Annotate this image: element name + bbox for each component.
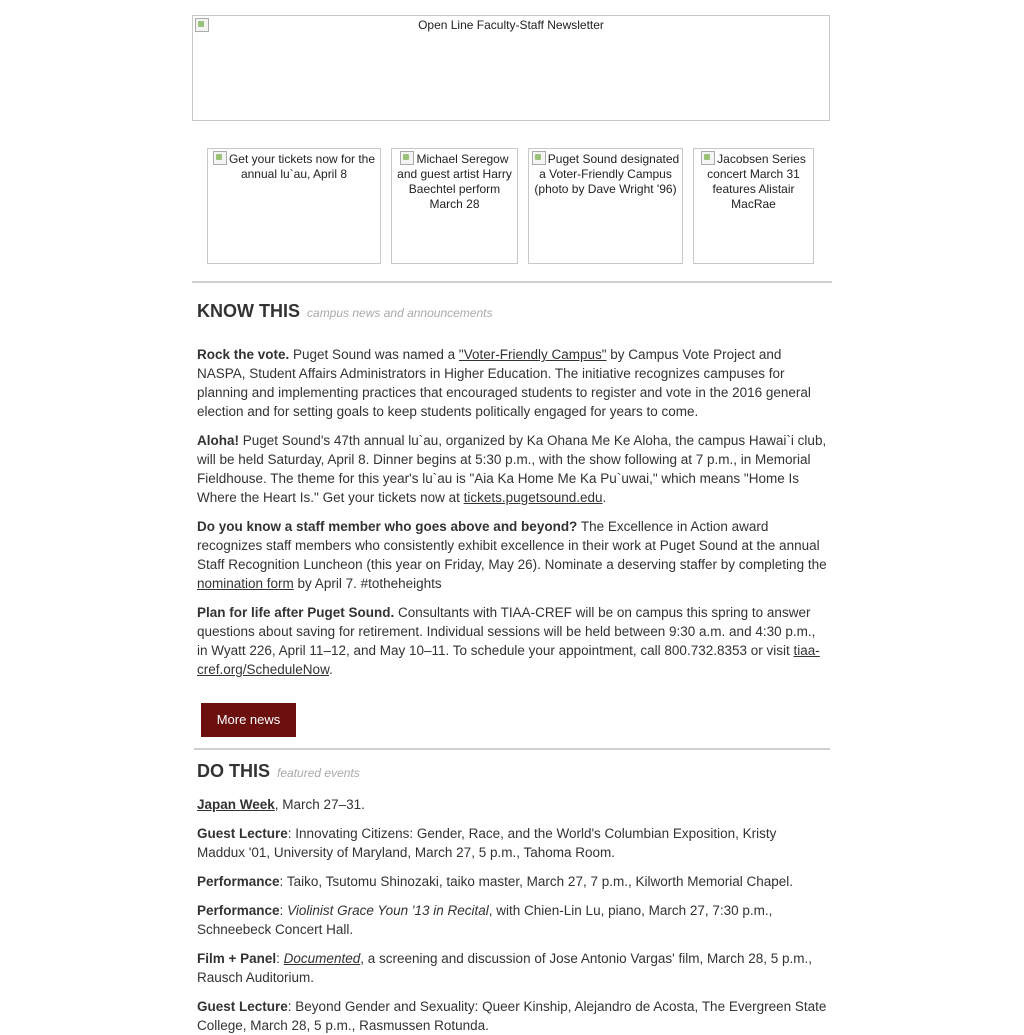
event-text: , with Chien-Lin Lu, piano, March 27, 7:30 p.m., Schneebeck Concert Hall. [197,903,773,937]
thumb-alt-text: Michael Seregow and guest artist Harry Baechtel perform March 28 [397,152,512,211]
thumb-alt-text: Get your tickets now for the annual lu`au, April 8 [228,152,376,181]
event-item [197,901,827,939]
know-this-heading [197,301,492,322]
thumb-luau[interactable] [207,148,381,264]
news-text: . [602,490,607,505]
news-lead: Rock the vote. [197,347,290,362]
event-text: Innovating Citizens: Gender, Race, and the World's Columbian Exposition, Kristy Maddux '01, University of Maryland, March 27, 5 p.m., Tahoma Room. [197,826,777,860]
broken-image-icon [532,151,546,165]
event-lead: Film + Panel [197,951,277,966]
event-item [197,949,827,987]
news-text: by Campus Vote Project and NASPA, Student Affairs Administrators in Higher Education. The initiative recognizes campuses for planning and implementing practices that encouraged students to register and vote in the 2016 general election and for setting goals to keep students politically engaged for years to come. [197,347,811,419]
thumb-voter-friendly[interactable] [528,148,683,264]
newsletter-banner-image [192,15,830,121]
tiaa-cref-link[interactable]: tiaa-cref.org/ScheduleNow [197,643,820,677]
event-sep: : [276,951,284,966]
event-lead: Performance [197,903,280,918]
thumb-alt-text: Puget Sound designated a Voter-Friendly Campus (photo by Dave Wright '96) [534,152,680,196]
event-sep: : [287,826,296,841]
thumb-alt-text: Jacobsen Series concert March 31 features Alistair MacRae [707,152,806,211]
section-divider [194,748,830,750]
do-this-heading [197,761,360,782]
event-item [197,872,827,891]
news-text: Consultants with TIAA-CREF will be on campus this spring to answer questions about saving for retirement. Individual sessions will be held between 9:30 a.m. and 4:30 p.m., in Wyatt 226, April 11–12, and May 10–11. To schedule your appointment, call 800.732.8353 or visit [197,605,816,658]
news-lead: Aloha! [197,433,239,448]
news-lead: Do you know a staff member who goes above and beyond? [197,519,578,534]
section-title: DO THIS [197,761,271,781]
news-text: Puget Sound's 47th annual lu`au, organized by Ka Ohana Me Ke Aloha, the campus Hawai`i club, will be held Saturday, April 8. Dinner begins at 5:30 p.m., with the show following at 7 p.m., in Memorial Fieldhouse. The theme for this year's lu`au is "Aia Ka Home Me Ka Pu`uwai," which means "Home Is Where the Heart Is." Get your tickets now at [197,433,827,505]
news-text: The Excellence in Action award recognizes staff members who consistently exhibit excellence in their work at Puget Sound at the annual Staff Recognition Luncheon (this year on Friday, May 26). Nominate a deserving staffer by completing the [197,519,827,572]
event-sep: : [279,874,287,889]
broken-image-icon [195,18,209,32]
news-item-staff-award [197,517,827,593]
news-text: by April 7. #totheheights [293,576,442,591]
news-text: . [329,662,333,677]
event-lead: Guest Lecture [197,826,288,841]
documented-link[interactable]: Documented [283,951,361,966]
event-item [197,824,827,862]
japan-week-link[interactable]: Japan Week [197,797,275,812]
section-subtitle: featured events [277,766,360,780]
news-text: Puget Sound was named a [289,347,459,362]
news-item-retirement [197,603,827,679]
event-lead: Performance [197,874,280,889]
broken-image-icon [400,151,414,165]
event-item [197,997,827,1035]
news-item-luau [197,431,827,507]
thumb-jacobsen[interactable] [693,148,814,264]
event-sep: : [287,999,296,1014]
voter-friendly-link[interactable]: "Voter-Friendly Campus" [458,347,607,362]
banner-alt-text: Open Line Faculty-Staff Newsletter [418,18,604,32]
news-lead: Plan for life after Puget Sound. [197,605,395,620]
section-divider [192,281,832,283]
nomination-form-link[interactable]: nomination form [197,576,294,591]
event-item [197,795,827,814]
event-text: , a screening and discussion of Jose Antonio Vargas' film, March 28, 5 p.m., Rausch Auditorium. [197,951,813,985]
tickets-link[interactable]: tickets.pugetsound.edu [463,490,603,505]
event-text: Beyond Gender and Sexuality: Queer Kinship, Alejandro de Acosta, The Evergreen State College, March 28, 5 p.m., Rasmussen Rotunda. [197,999,827,1033]
broken-image-icon [213,151,227,165]
event-text: Taiko, Tsutomu Shinozaki, taiko master, March 27, 7 p.m., Kilworth Memorial Chapel. [286,874,794,889]
thumb-seregow[interactable] [391,148,518,264]
event-text: , March 27–31. [274,797,365,812]
section-title: KNOW THIS [197,301,300,321]
event-title: Violinist Grace Youn '13 in Recital [287,903,489,918]
section-subtitle: campus news and announcements [307,306,493,320]
more-news-button[interactable]: More news [201,703,296,737]
broken-image-icon [701,151,715,165]
news-item-vote [197,345,827,421]
event-lead: Guest Lecture [197,999,288,1014]
event-sep: : [279,903,288,918]
